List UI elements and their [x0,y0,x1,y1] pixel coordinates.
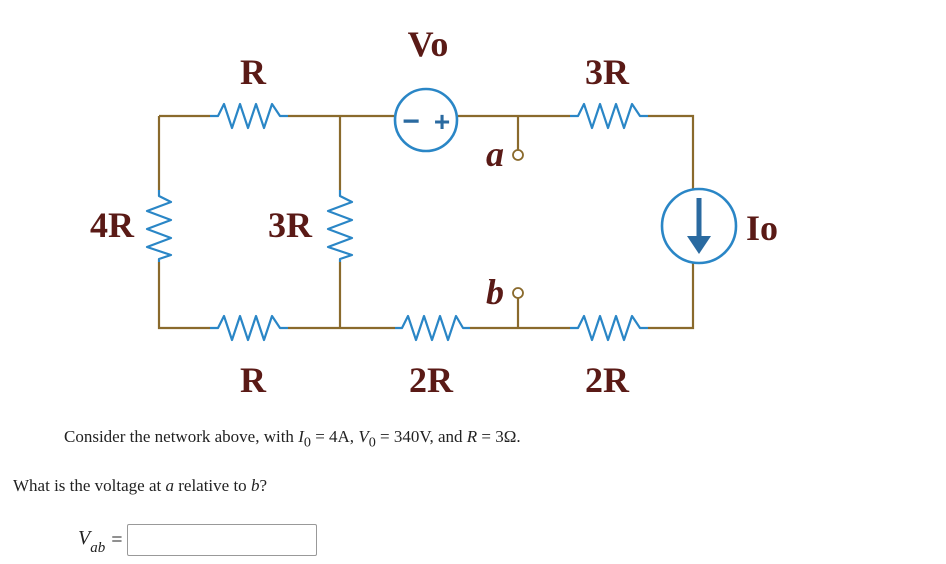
label-vo: Vo [407,24,449,64]
terminal-a-node [513,150,523,160]
answer-input[interactable] [127,524,317,556]
resistor-top-left [210,104,288,128]
label-r-bottom-right: 2R [585,360,629,400]
terminal-b-node [513,288,523,298]
vs-plus-sign: + [433,106,451,137]
answer-equals: = [111,528,123,551]
label-terminal-b: b [486,272,504,312]
label-r-left-4r: 4R [90,205,134,245]
problem-statement: Consider the network above, with $I_0 = 4A$, $V_0 = 340V$, and R = 3Ω. [64,427,521,451]
label-r-mid-3r: 3R [268,205,312,245]
resistor-bottom-mid [395,316,470,340]
label-io: Io [745,208,779,248]
resistor-left-4r [147,190,171,262]
label-r-bottom-left: R [240,360,266,400]
resistor-bottom-left [210,316,288,340]
answer-label: $V_{ab}$ [78,526,106,556]
resistor-bottom-right [570,316,648,340]
question-text: What is the voltage at a relative to b? [13,476,267,495]
resistors [147,104,648,340]
label-r-top-left: R [240,52,266,92]
resistor-top-right [570,104,648,128]
answer-row [78,522,317,558]
vs-minus-sign: − [402,105,420,138]
label-terminal-a: a [486,134,504,174]
label-r-bottom-mid: 2R [409,360,453,400]
current-source-io [662,189,736,263]
voltage-source-vo [395,89,457,151]
resistor-mid-3r [328,190,352,262]
label-r-top-right: 3R [585,52,629,92]
